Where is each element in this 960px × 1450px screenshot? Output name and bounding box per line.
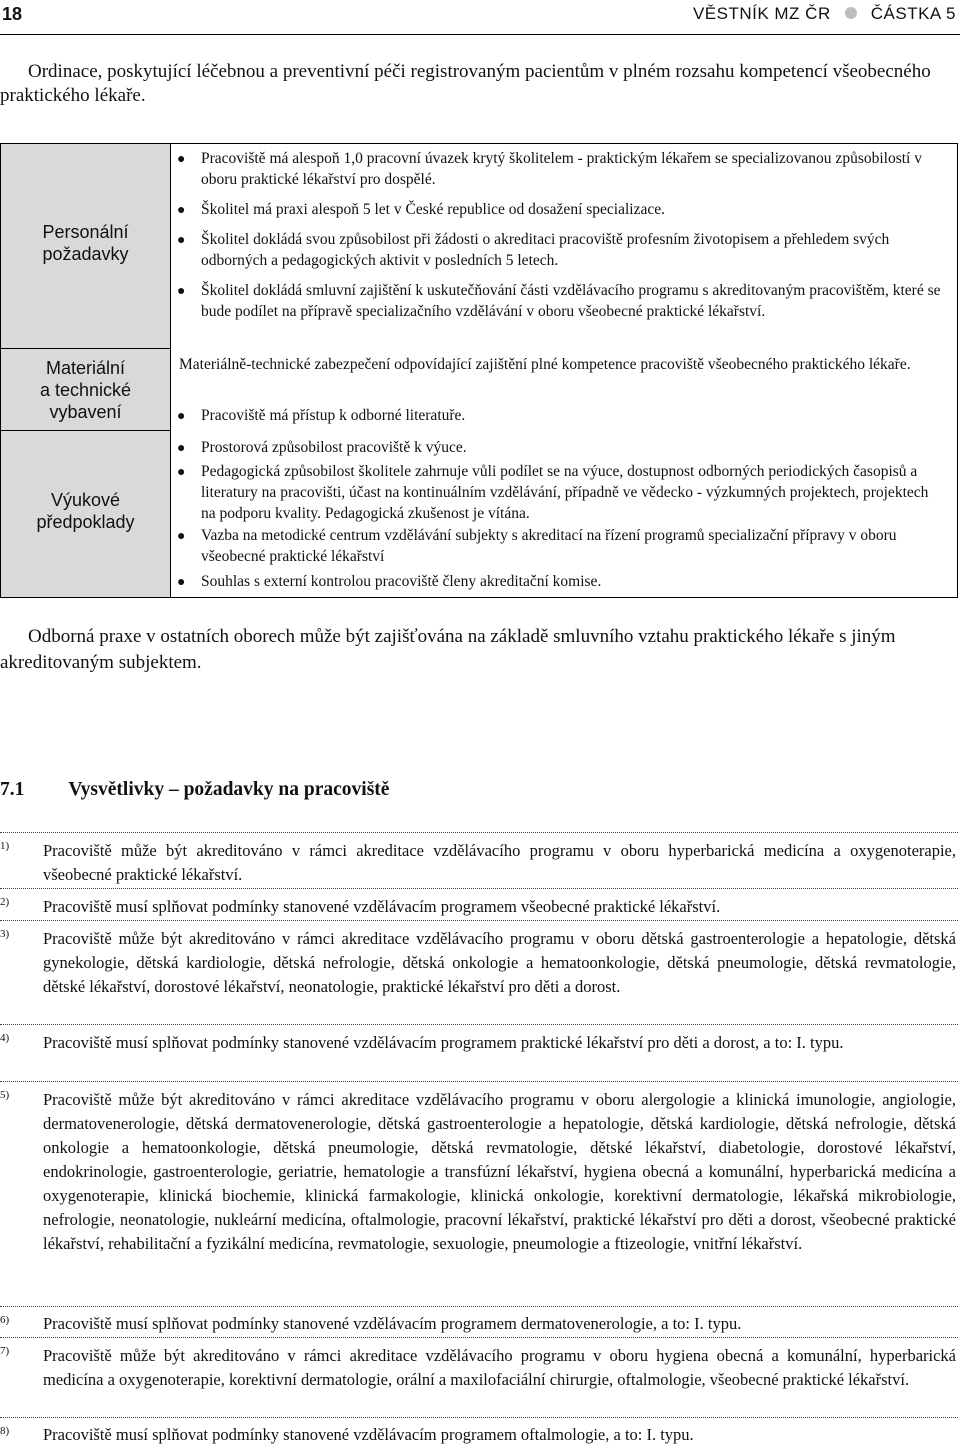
list-item: Vazba na metodické centrum vzdělávání subjekty s akreditací na řízení programů specializační přípravy v oboru všeobecné praktické lékařství bbox=[201, 527, 897, 565]
dotted-rule bbox=[0, 1337, 958, 1338]
list-item: Školitel dokládá svou způsobilost při žádosti o akreditaci pracoviště profesním životopisem a přehledem svých odborných a pedagogických aktivit v posledních 5 letech. bbox=[201, 231, 890, 269]
category-line: vybavení bbox=[49, 402, 122, 422]
footnote-text: Pracoviště může být akreditováno v rámci akreditace vzdělávacího programu v oboru hyperbarická medicína a oxygenoterapie, všeobecné praktické lékařství. bbox=[43, 841, 956, 884]
list-item: Prostorová způsobilost pracoviště k výuce. bbox=[201, 439, 467, 456]
dotted-rule bbox=[0, 832, 958, 833]
publication-title bbox=[693, 4, 956, 24]
requirements-column bbox=[173, 144, 957, 597]
material-paragraph: Materiálně-technické zabezpečení odpovídající zajištění plné kompetence pracoviště všeobecného praktického lékaře. bbox=[179, 356, 911, 373]
category-line: požadavky bbox=[42, 244, 129, 264]
dotted-rule bbox=[0, 1024, 958, 1025]
bullet-icon: ● bbox=[177, 233, 186, 248]
bullet-icon: ● bbox=[177, 152, 186, 167]
footnote-mark: 3) bbox=[0, 928, 10, 940]
footnote-mark: 6) bbox=[0, 1314, 10, 1326]
page-header bbox=[0, 0, 960, 30]
bullet-icon: ● bbox=[177, 409, 186, 424]
category-teaching bbox=[1, 489, 170, 533]
dotted-rule bbox=[0, 1306, 958, 1307]
footnote-text: Pracoviště může být akreditováno v rámci akreditace vzdělávacího programu v oboru alergologie a klinická imunologie, angiologie, dermatovenerologie, dětská dermatovenerologie, dětská gastroenterologie a hepatologie, dětská kardiologie, dětská nefrologie, dětská onkologie a hematoonkologie, dětská pneumologie, dětská revmatologie, dětské lékařství, diabetologie, dorostové lékařství, endokrinologie, gastroenterologie, geriatrie, hematologie a transfúzní lékařství, hygiena obecná a komunální, hyperbarická medicína a oxygenoterapie, klinická biochemie, klinická farmakologie, klinická onkologie, korektivní dermatologie, lékařská mikrobiologie, nefrologie, neonatologie, nukleární medicína, oftalmologie, pracovní lékařství, praktické lékařství pro děti a dorost, všeobecné praktické lékařství, rehabilitační a fyzikální medicína, revmatologie, sexuologie, pneumologie a ftizeologie, vnitřní lékařství. bbox=[43, 1090, 956, 1253]
footnote-text: Pracoviště musí splňovat podmínky stanovené vzdělávacím programem dermatovenerologie, a to: I. typu. bbox=[43, 1314, 742, 1333]
section-heading bbox=[0, 779, 389, 801]
category-line: Výukové bbox=[50, 490, 121, 510]
requirements-table bbox=[0, 143, 958, 598]
footnote-mark: 2) bbox=[0, 896, 10, 908]
bullet-icon: ● bbox=[177, 203, 186, 218]
footnote-mark: 4) bbox=[0, 1032, 10, 1044]
bullet-icon: ● bbox=[177, 575, 186, 590]
bullet-icon: ● bbox=[177, 284, 186, 299]
bullet-icon: ● bbox=[177, 465, 186, 480]
footnote-mark: 7) bbox=[0, 1345, 10, 1357]
section-number: 7.1 bbox=[0, 779, 25, 800]
category-personal bbox=[1, 221, 170, 265]
footnote-text: Pracoviště může být akreditováno v rámci akreditace vzdělávacího programu v oboru hygiena obecná a komunální, hyperbarická medicína a oxygenoterapie, korektivní dermatologie, orální a maxilofaciální chirurgie, oftalmologie, všeobecné praktické lékařství. bbox=[43, 1346, 956, 1389]
intro-paragraph: Ordinace, poskytující léčebnou a preventivní péči registrovaným pacientům v plném rozsahu kompetencí všeobecného praktického lékaře. bbox=[0, 61, 931, 106]
bullet-icon: ● bbox=[177, 529, 186, 544]
dotted-rule bbox=[0, 888, 958, 889]
footnote-mark: 1) bbox=[0, 840, 10, 852]
footnote-mark: 8) bbox=[0, 1425, 10, 1437]
row-divider bbox=[1, 430, 170, 431]
category-line: předpoklady bbox=[36, 512, 135, 532]
footnote-text: Pracoviště musí splňovat podmínky stanovené vzdělávacím programem všeobecné praktické lékařství. bbox=[43, 897, 721, 916]
footnote-text: Pracoviště musí splňovat podmínky stanovené vzdělávacím programem oftalmologie, a to: I. typu. bbox=[43, 1425, 694, 1444]
page-number: 18 bbox=[2, 4, 23, 24]
publication-name: VĚSTNÍK MZ ČR bbox=[692, 4, 831, 23]
category-column bbox=[1, 144, 171, 597]
dotted-rule bbox=[0, 1417, 958, 1418]
section-title: Vysvětlivky – požadavky na pracoviště bbox=[68, 779, 390, 800]
category-line: Materiální bbox=[45, 358, 126, 378]
dotted-rule bbox=[0, 920, 958, 921]
category-line: a technické bbox=[39, 380, 132, 400]
row-divider bbox=[1, 348, 170, 349]
footnote-mark: 5) bbox=[0, 1089, 10, 1101]
list-item: Pracoviště má alespoň 1,0 pracovní úvazek krytý školitelem - praktickým lékařem se specializovanou způsobilostí v oboru praktické lékařství pro dospělé. bbox=[201, 150, 922, 188]
list-item: Školitel dokládá smluvní zajištění k uskutečňování části vzdělávacího programu s akreditovaným pracovištěm, které se bude podílet na přípravě specializačního vzdělávání v oboru všeobecné praktické lékařství. bbox=[201, 282, 941, 320]
list-item: Pedagogická způsobilost školitele zahrnuje vůli podílet se na výuce, dostupnost odborných periodických časopisů a literatury na pracovišti, účast na kontinuálním vzdělávání, případně ve vědecko - výzkumných projektech, projektech na podporu kvality. Pedagogická zkušenost je vítána. bbox=[201, 463, 929, 522]
category-material bbox=[1, 357, 170, 423]
header-rule bbox=[0, 34, 960, 35]
list-item: Školitel má praxi alespoň 5 let v České republice od dosažení specializace. bbox=[201, 201, 665, 218]
separator-dot-icon bbox=[845, 7, 857, 19]
category-line: Personální bbox=[42, 222, 129, 242]
after-table-paragraph: Odborná praxe v ostatních oborech může být zajišťována na základě smluvního vztahu praktického lékaře s jiným akreditovaným subjektem. bbox=[0, 626, 896, 673]
list-item: Souhlas s externí kontrolou pracoviště členy akreditační komise. bbox=[201, 573, 602, 590]
footnote-text: Pracoviště může být akreditováno v rámci akreditace vzdělávacího programu v oboru dětská gastroenterologie a hepatologie, dětská gynekologie, dětská kardiologie, dětská nefrologie, dětská onkologie a hematoonkologie, dětská pneumologie, dětská revmatologie, dětské lékařství, dorostové lékařství, neonatologie, praktické lékařství pro děti a dorost. bbox=[43, 929, 956, 996]
dotted-rule bbox=[0, 1081, 958, 1082]
part-label: ČÁSTKA 5 bbox=[870, 4, 956, 23]
list-item: Pracoviště má přístup k odborné literatuře. bbox=[201, 407, 466, 424]
bullet-icon: ● bbox=[177, 441, 186, 456]
footnote-text: Pracoviště musí splňovat podmínky stanovené vzdělávacím programem praktické lékařství pro děti a dorost, a to: I. typu. bbox=[43, 1033, 844, 1052]
